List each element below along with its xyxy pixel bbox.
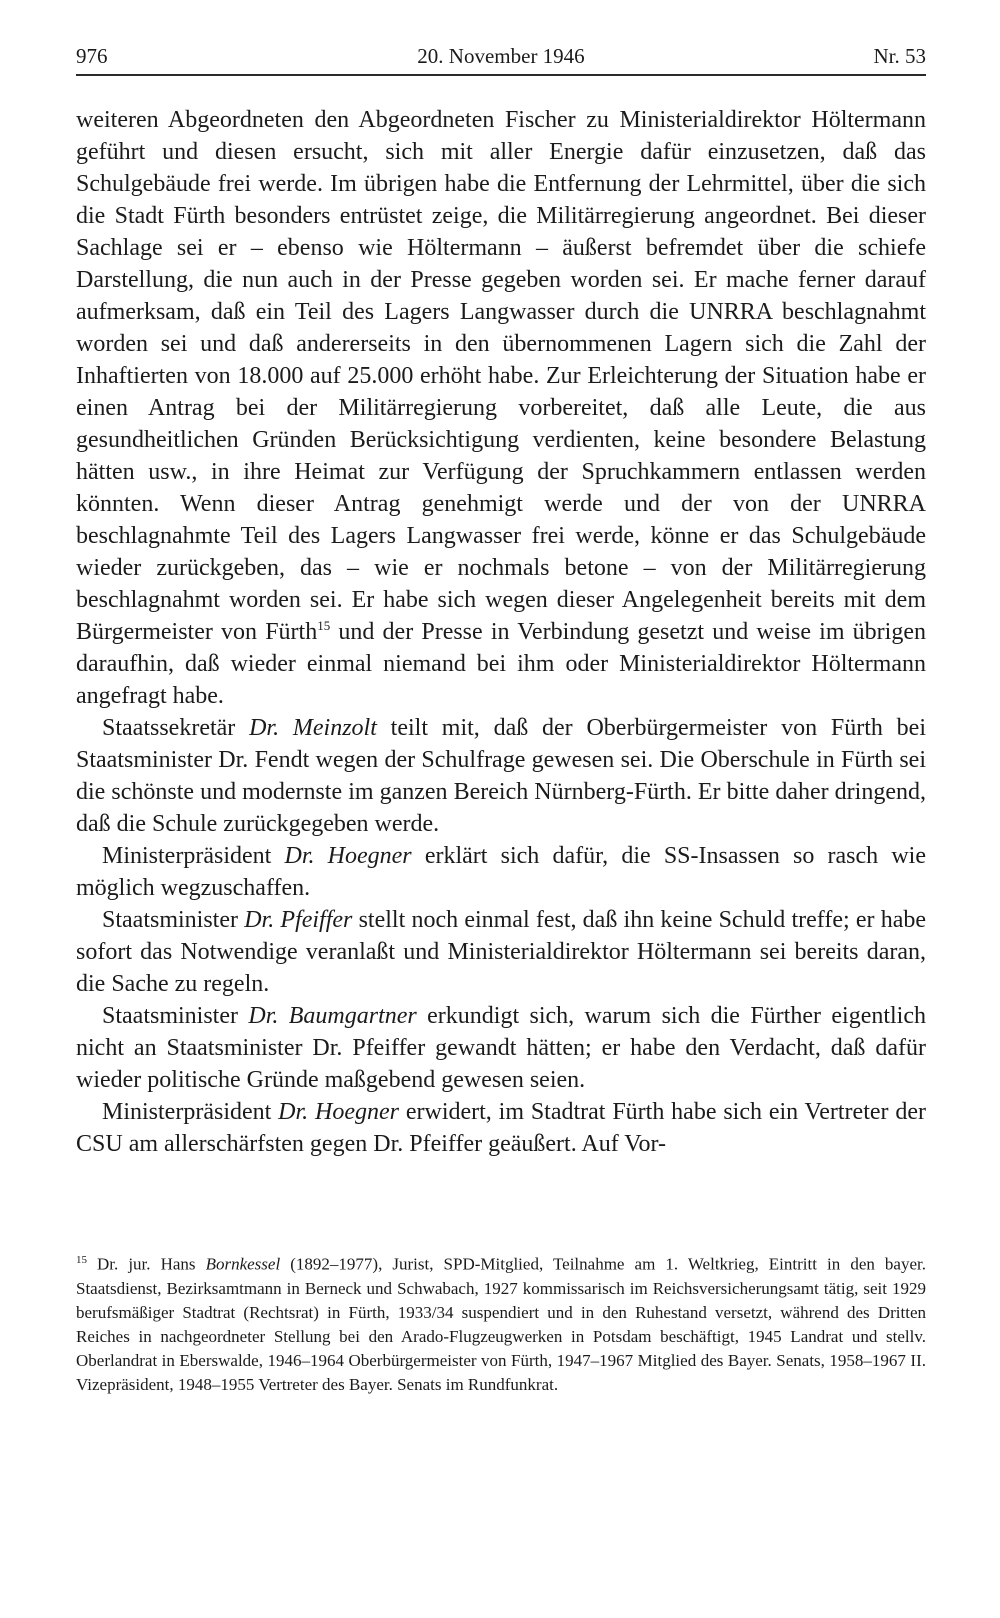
speaker-title: Ministerpräsident	[102, 1099, 279, 1125]
paragraph-text: stellt noch einmal fest, daß ihn keine Schuld treffe; er habe sofort das Notwendige veranlaßt und Ministerialdirektor Höltermann sei bereits daran, die Sache zu regeln.	[76, 907, 926, 997]
speaker-title: Staatsminister	[102, 907, 245, 933]
paragraph-text: teilt mit, daß der Oberbürgermeister von Fürth bei Staatsminister Dr. Fendt wegen der Schulfrage gewesen sei. Die Oberschule in Fürth sei die schönste und modernste im ganzen Bereich Nürnberg-Fürth. Er bitte daher dringend, daß die Schule zurückgegeben werde.	[76, 715, 926, 837]
footnote-name: Bornkessel	[205, 1254, 281, 1274]
speaker-title: Staatssekretär	[102, 715, 250, 741]
running-header	[76, 40, 926, 76]
issue-number: Nr. 53	[873, 44, 926, 68]
speaker-name: Dr. Hoegner	[284, 843, 412, 869]
speaker-name: Dr. Meinzolt	[249, 715, 377, 741]
page-number: 976	[76, 44, 108, 68]
speaker-name: Dr. Baumgartner	[248, 1003, 417, 1029]
paragraph	[76, 904, 926, 1000]
header-rule	[76, 74, 926, 76]
paragraph-text: und der Presse in Verbindung gesetzt und weise im übrigen daraufhin, daß wieder einmal niemand bei ihm oder Ministerialdirektor Höltermann angefragt habe.	[76, 619, 926, 709]
footnotes	[76, 1248, 926, 1397]
speaker-name: Dr. Hoegner	[278, 1099, 399, 1125]
speaker-title: Ministerpräsident	[102, 843, 285, 869]
speaker-title: Staatsminister	[102, 1003, 249, 1029]
paragraph	[76, 712, 926, 840]
paragraph-text: erkundigt sich, warum sich die Fürther eigentlich nicht an Staatsminister Dr. Pfeiffer gewandt hätten; er habe den Verdacht, daß dafür wieder politische Gründe maßgebend gewesen seien.	[76, 1003, 926, 1093]
header-date: 20. November 1946	[417, 44, 585, 68]
speaker-name: Dr. Pfeiffer	[244, 907, 353, 933]
paragraph	[76, 1096, 926, 1160]
paragraph	[76, 1000, 926, 1096]
paragraph-text: erklärt sich dafür, die SS-Insassen so rasch wie möglich wegzuschaffen.	[76, 843, 926, 901]
paragraph-text: erwidert, im Stadtrat Fürth habe sich ein Vertreter der CSU am allerschärfsten gegen Dr. Pfeiffer geäußert. Auf Vor-	[76, 1099, 926, 1157]
footnote-reference: 15	[317, 618, 331, 633]
paragraph-text: weiteren Abgeordneten den Abgeordneten Fischer zu Ministerialdirektor Höltermann geführt und diesen ersucht, sich mit aller Energie dafür einzusetzen, daß das Schulgebäude frei werde. Im übrigen habe die Entfernung der Lehrmittel, über die sich die Stadt Fürth besonders entrüstet zeige, die Militärregierung angeordnet. Bei dieser Sachlage sei er – ebenso wie Höltermann – äußerst befremdet über die schiefe Darstellung, die nun auch in der Presse gegeben worden sei. Er mache ferner darauf aufmerksam, daß ein Teil des Lagers Langwasser durch die UNRRA beschlagnahmt worden sei und daß andererseits in den übernommenen Lagern sich die Zahl der Inhaftierten von 18.000 auf 25.000 erhöht habe. Zur Erleichterung der Situation habe er einen Antrag bei der Militärregierung vorbereitet, daß alle Leute, die aus gesundheitlichen Gründen Berücksichtigung verdienten, keine besondere Belastung hätten usw., in ihre Heimat zur Verfügung der Spruchkammern entlassen werden könnten. Wenn dieser Antrag genehmigt werde und der von der UNRRA beschlagnahmte Teil des Lagers Langwasser frei werde, könne er das Schulgebäude wieder zurückgeben, das – wie er nochmals betone – von der Militärregierung beschlagnahmt worden sei. Er habe sich wegen dieser Angelegenheit bereits mit dem Bürgermeister von Fürth	[76, 107, 926, 645]
footnote	[76, 1248, 926, 1397]
paragraph	[76, 104, 926, 712]
footnote-text: (1892–1977), Jurist, SPD-Mitglied, Teilnahme am 1. Weltkrieg, Eintritt in den bayer. Staatsdienst, Bezirksamtmann in Berneck und Schwabach, 1927 kommissarisch im Reichsversicherungsamt tätig, seit 1929 berufsmäßiger Stadtrat (Rechtsrat) in Fürth, 1933/34 suspendiert und in den Ruhestand versetzt, während des Dritten Reiches in nachgeordneter Stellung bei den Arado-Flugzeugwerken in Potsdam beschäftigt, 1945 Landrat und stellv. Oberlandrat in Eberswalde, 1946–1964 Oberbürgermeister von Fürth, 1947–1967 Mitglied des Bayer. Senats, 1958–1967 II. Vizepräsident, 1948–1955 Vertreter des Bayer. Senats im Rundfunkrat.	[76, 1254, 926, 1394]
body-text	[76, 104, 926, 1160]
paragraph	[76, 840, 926, 904]
footnote-number: 15	[76, 1254, 87, 1266]
footnote-text: Dr. jur. Hans	[97, 1254, 206, 1274]
